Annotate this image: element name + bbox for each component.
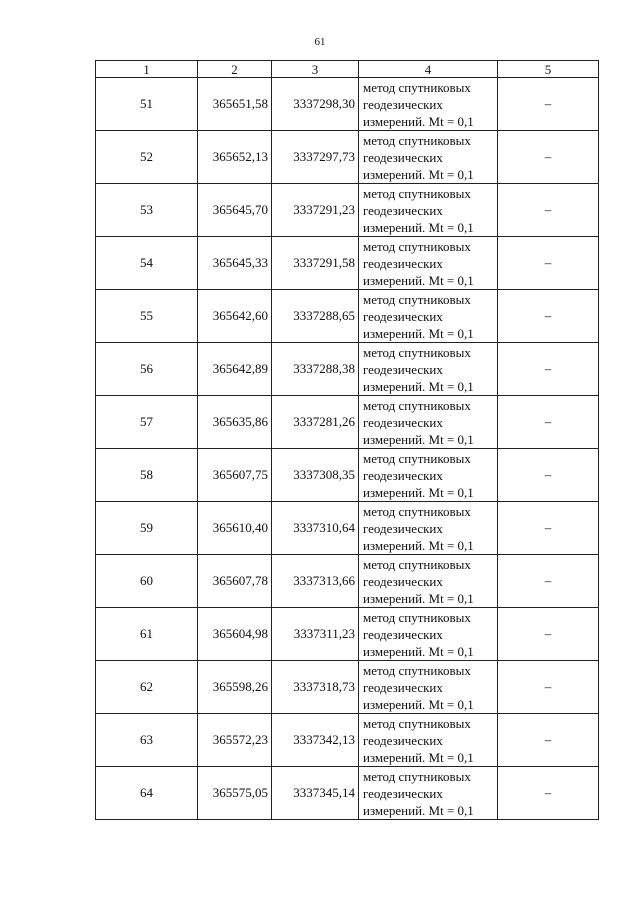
method-line-2: геодезических xyxy=(363,149,443,165)
header-cell-1: 1 xyxy=(96,61,198,78)
y-coordinate-cell: 3337291,23 xyxy=(272,184,359,237)
x-coordinate-cell: 365610,40 xyxy=(198,502,272,555)
method-cell xyxy=(359,608,498,661)
method-line-2: геодезических xyxy=(363,414,443,430)
method-cell xyxy=(359,78,498,131)
header-cell-3: 3 xyxy=(272,61,359,78)
point-number-cell: 62 xyxy=(96,661,198,714)
point-number-cell: 55 xyxy=(96,290,198,343)
method-line-3: измерений. Mt = 0,1 xyxy=(363,643,474,659)
y-coordinate-cell: 3337342,13 xyxy=(272,714,359,767)
method-cell xyxy=(359,449,498,502)
column-5-cell: – xyxy=(498,396,599,449)
column-5-cell: – xyxy=(498,78,599,131)
method-line-3: измерений. Mt = 0,1 xyxy=(363,696,474,712)
method-line-3: измерений. Mt = 0,1 xyxy=(363,166,474,182)
table-body xyxy=(96,78,599,820)
y-coordinate-cell: 3337291,58 xyxy=(272,237,359,290)
header-cell-2: 2 xyxy=(198,61,272,78)
method-line-2: геодезических xyxy=(363,202,443,218)
method-line-3: измерений. Mt = 0,1 xyxy=(363,378,474,394)
table-row xyxy=(96,396,599,449)
table-row xyxy=(96,767,599,820)
method-cell xyxy=(359,184,498,237)
point-number-cell: 59 xyxy=(96,502,198,555)
method-cell xyxy=(359,767,498,820)
column-5-cell: – xyxy=(498,555,599,608)
point-number-cell: 58 xyxy=(96,449,198,502)
x-coordinate-cell: 365652,13 xyxy=(198,131,272,184)
method-line-3: измерений. Mt = 0,1 xyxy=(363,272,474,288)
table-row xyxy=(96,714,599,767)
point-number-cell: 57 xyxy=(96,396,198,449)
point-number-cell: 53 xyxy=(96,184,198,237)
x-coordinate-cell: 365607,78 xyxy=(198,555,272,608)
method-cell xyxy=(359,714,498,767)
column-5-cell: – xyxy=(498,290,599,343)
y-coordinate-cell: 3337288,38 xyxy=(272,343,359,396)
method-cell xyxy=(359,290,498,343)
method-line-1: метод спутниковых xyxy=(363,185,471,201)
column-5-cell: – xyxy=(498,661,599,714)
method-line-2: геодезических xyxy=(363,573,443,589)
point-number-cell: 63 xyxy=(96,714,198,767)
method-line-2: геодезических xyxy=(363,679,443,695)
table-row xyxy=(96,555,599,608)
x-coordinate-cell: 365604,98 xyxy=(198,608,272,661)
column-5-cell: – xyxy=(498,343,599,396)
table-row xyxy=(96,184,599,237)
x-coordinate-cell: 365642,89 xyxy=(198,343,272,396)
method-line-1: метод спутниковых xyxy=(363,344,471,360)
method-line-2: геодезических xyxy=(363,308,443,324)
method-line-3: измерений. Mt = 0,1 xyxy=(363,590,474,606)
column-5-cell: – xyxy=(498,714,599,767)
method-line-3: измерений. Mt = 0,1 xyxy=(363,219,474,235)
table-row xyxy=(96,237,599,290)
point-number-cell: 64 xyxy=(96,767,198,820)
method-line-3: измерений. Mt = 0,1 xyxy=(363,484,474,500)
x-coordinate-cell: 365635,86 xyxy=(198,396,272,449)
method-line-1: метод спутниковых xyxy=(363,715,471,731)
method-cell xyxy=(359,131,498,184)
method-line-2: геодезических xyxy=(363,732,443,748)
x-coordinate-cell: 365575,05 xyxy=(198,767,272,820)
y-coordinate-cell: 3337310,64 xyxy=(272,502,359,555)
table-row xyxy=(96,449,599,502)
column-5-cell: – xyxy=(498,767,599,820)
method-line-1: метод спутниковых xyxy=(363,397,471,413)
method-line-1: метод спутниковых xyxy=(363,556,471,572)
method-line-2: геодезических xyxy=(363,96,443,112)
table-row xyxy=(96,502,599,555)
method-line-3: измерений. Mt = 0,1 xyxy=(363,325,474,341)
method-cell xyxy=(359,343,498,396)
method-cell xyxy=(359,237,498,290)
page-number: 61 xyxy=(314,36,326,48)
method-line-1: метод спутниковых xyxy=(363,503,471,519)
coordinates-table xyxy=(95,60,599,820)
x-coordinate-cell: 365645,33 xyxy=(198,237,272,290)
table-row xyxy=(96,78,599,131)
point-number-cell: 61 xyxy=(96,608,198,661)
method-line-1: метод спутниковых xyxy=(363,79,471,95)
header-cell-5: 5 xyxy=(498,61,599,78)
column-5-cell: – xyxy=(498,237,599,290)
method-line-2: геодезических xyxy=(363,467,443,483)
method-line-3: измерений. Mt = 0,1 xyxy=(363,431,474,447)
column-5-cell: – xyxy=(498,608,599,661)
column-5-cell: – xyxy=(498,449,599,502)
method-cell xyxy=(359,555,498,608)
x-coordinate-cell: 365642,60 xyxy=(198,290,272,343)
method-line-2: геодезических xyxy=(363,520,443,536)
table-row xyxy=(96,131,599,184)
y-coordinate-cell: 3337313,66 xyxy=(272,555,359,608)
y-coordinate-cell: 3337298,30 xyxy=(272,78,359,131)
method-cell xyxy=(359,661,498,714)
method-line-1: метод спутниковых xyxy=(363,768,471,784)
y-coordinate-cell: 3337308,35 xyxy=(272,449,359,502)
method-line-2: геодезических xyxy=(363,361,443,377)
x-coordinate-cell: 365645,70 xyxy=(198,184,272,237)
y-coordinate-cell: 3337318,73 xyxy=(272,661,359,714)
method-cell xyxy=(359,502,498,555)
point-number-cell: 54 xyxy=(96,237,198,290)
point-number-cell: 51 xyxy=(96,78,198,131)
method-line-1: метод спутниковых xyxy=(363,450,471,466)
y-coordinate-cell: 3337297,73 xyxy=(272,131,359,184)
method-line-1: метод спутниковых xyxy=(363,291,471,307)
point-number-cell: 56 xyxy=(96,343,198,396)
method-line-1: метод спутниковых xyxy=(363,238,471,254)
method-line-1: метод спутниковых xyxy=(363,609,471,625)
point-number-cell: 52 xyxy=(96,131,198,184)
method-cell xyxy=(359,396,498,449)
method-line-3: измерений. Mt = 0,1 xyxy=(363,749,474,765)
x-coordinate-cell: 365607,75 xyxy=(198,449,272,502)
method-line-3: измерений. Mt = 0,1 xyxy=(363,113,474,129)
x-coordinate-cell: 365598,26 xyxy=(198,661,272,714)
method-line-1: метод спутниковых xyxy=(363,662,471,678)
method-line-2: геодезических xyxy=(363,626,443,642)
method-line-2: геодезических xyxy=(363,255,443,271)
table-row xyxy=(96,290,599,343)
method-line-2: геодезических xyxy=(363,785,443,801)
table-row xyxy=(96,343,599,396)
point-number-cell: 60 xyxy=(96,555,198,608)
y-coordinate-cell: 3337281,26 xyxy=(272,396,359,449)
column-5-cell: – xyxy=(498,184,599,237)
table-row xyxy=(96,661,599,714)
x-coordinate-cell: 365651,58 xyxy=(198,78,272,131)
method-line-3: измерений. Mt = 0,1 xyxy=(363,802,474,818)
y-coordinate-cell: 3337311,23 xyxy=(272,608,359,661)
method-line-1: метод спутниковых xyxy=(363,132,471,148)
y-coordinate-cell: 3337345,14 xyxy=(272,767,359,820)
column-5-cell: – xyxy=(498,502,599,555)
header-row xyxy=(96,61,599,78)
column-5-cell: – xyxy=(498,131,599,184)
table-row xyxy=(96,608,599,661)
method-line-3: измерений. Mt = 0,1 xyxy=(363,537,474,553)
x-coordinate-cell: 365572,23 xyxy=(198,714,272,767)
header-cell-4: 4 xyxy=(359,61,498,78)
y-coordinate-cell: 3337288,65 xyxy=(272,290,359,343)
